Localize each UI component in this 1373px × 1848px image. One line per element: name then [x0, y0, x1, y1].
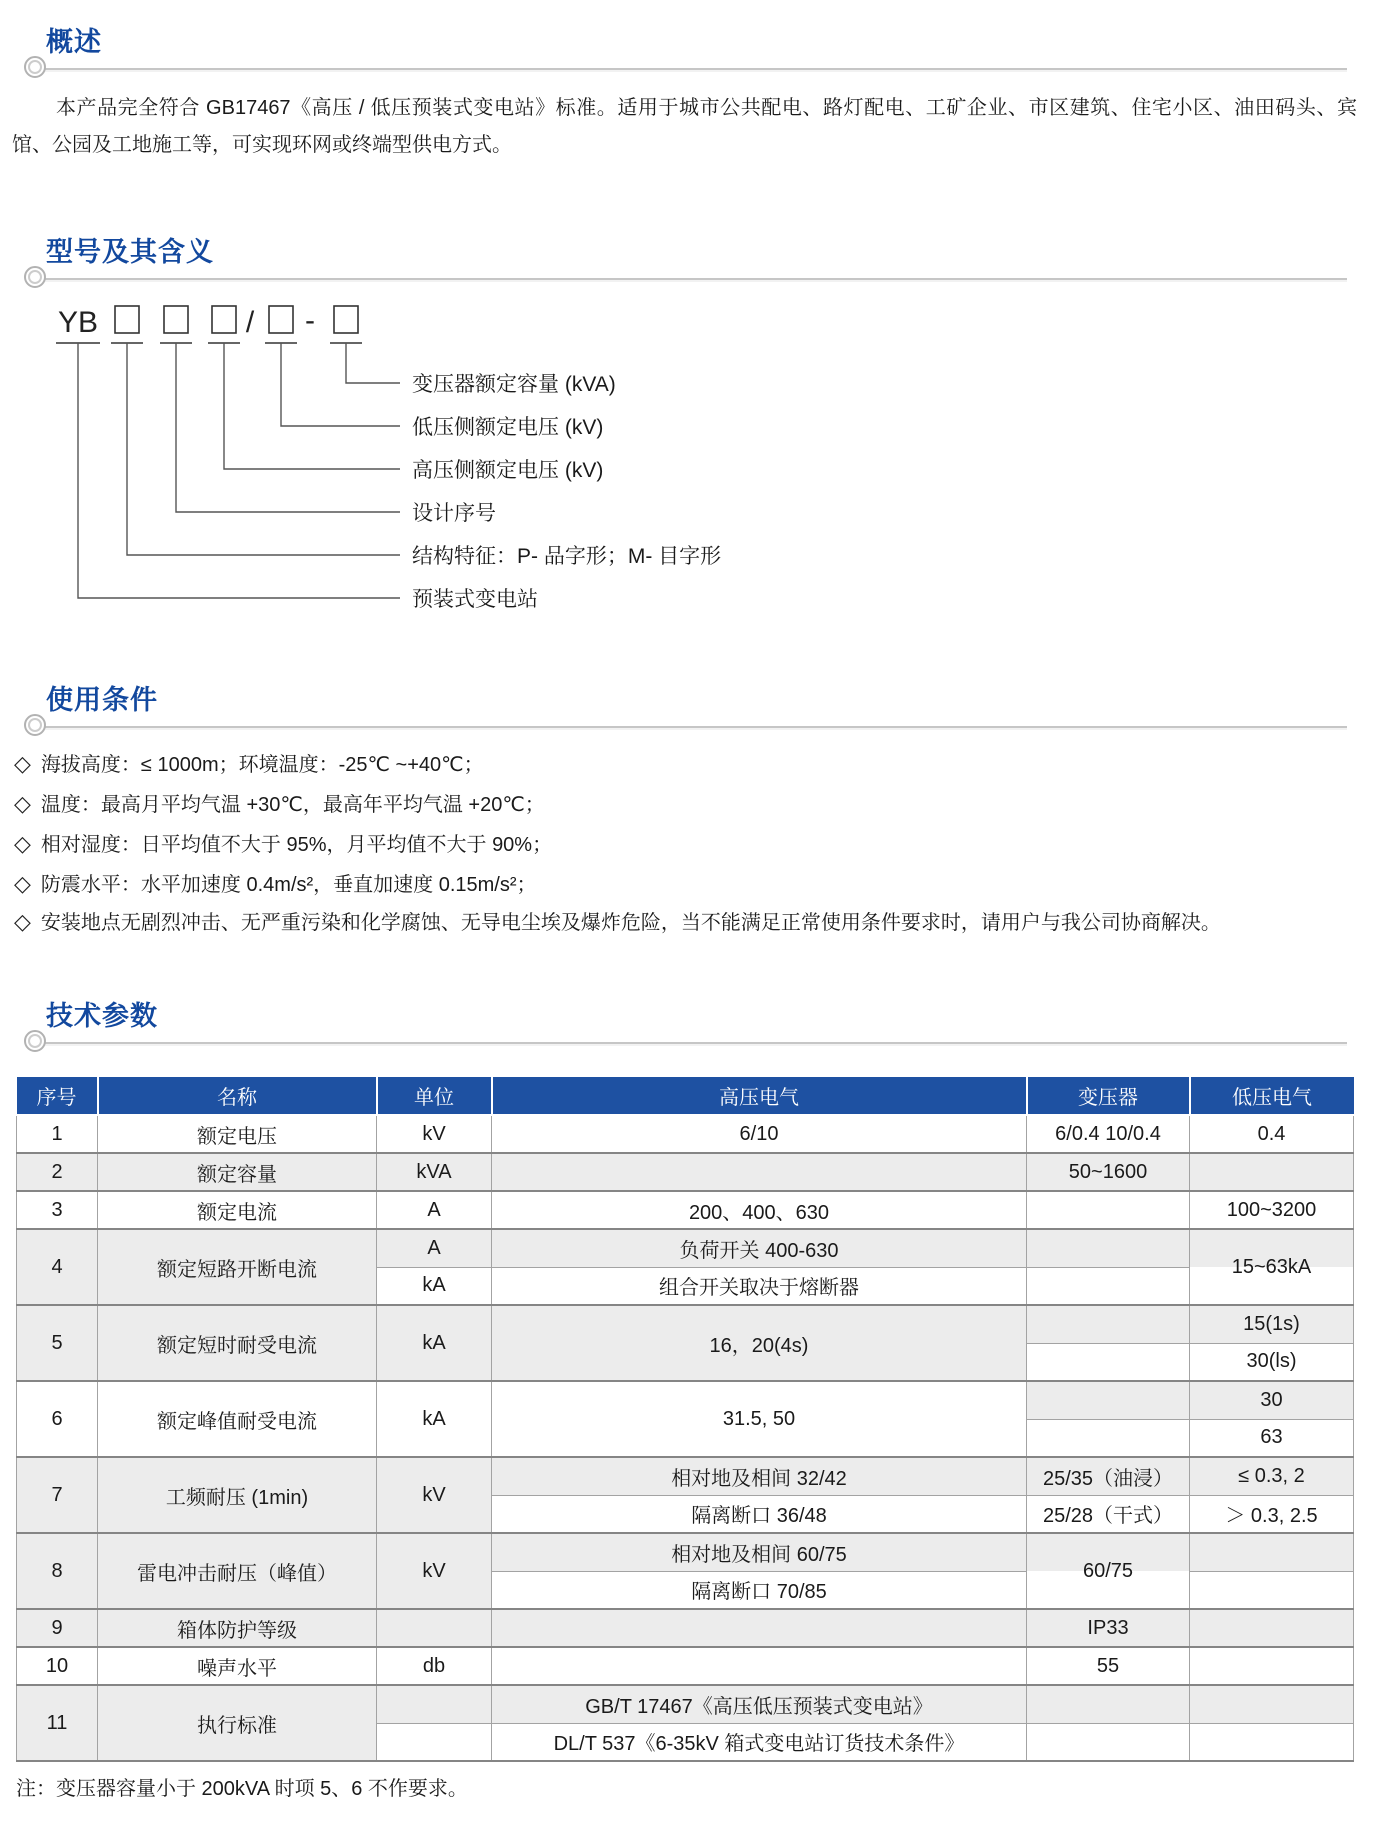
condition-text: 防震水平：水平加速度 0.4m/s²，垂直加速度 0.15m/s²；: [40, 874, 537, 896]
section-divider: [38, 726, 1347, 728]
cell-no: 3: [17, 1191, 98, 1229]
overview-paragraph: 本产品完全符合 GB17467《高压 / 低压预装式变电站》标准。适用于城市公共配电、路灯配电、工矿企业、市区建筑、住宅小区、油田码头、宾馆、公园及工地施工等，可实现环网或终端型供电方式。: [12, 97, 1357, 156]
model-code-diagram: [0, 295, 1373, 630]
cell-tf: 25/28（干式）: [1027, 1495, 1190, 1533]
table-row: [17, 1191, 1354, 1229]
cell-name: 额定短路开断电流: [98, 1229, 377, 1305]
cell-lv: 63: [1190, 1419, 1354, 1457]
model-code-box: [269, 306, 293, 333]
cell-name: 噪声水平: [98, 1647, 377, 1685]
table-row: [17, 1153, 1354, 1191]
cell-hv: 隔离断口 36/48: [492, 1495, 1027, 1533]
diamond-bullet-icon: ◇: [14, 791, 31, 816]
cell-tf: [1027, 1381, 1190, 1419]
model-label: 结构特征：P- 品字形；M- 目字形: [412, 545, 722, 568]
overview-section-title: 概述: [46, 27, 102, 57]
cell-name: 额定短时耐受电流: [98, 1305, 377, 1381]
cell-no: 7: [17, 1457, 98, 1533]
cell-unit: [377, 1609, 492, 1647]
cell-hv: 隔离断口 70/85: [492, 1571, 1027, 1609]
section-marker-icon: [24, 714, 46, 736]
cell-lv: [1190, 1723, 1354, 1761]
cell-no: 5: [17, 1305, 98, 1381]
cell-name: 额定电压: [98, 1115, 377, 1153]
cell-name: 工频耐压 (1min): [98, 1457, 377, 1533]
tech-parameters-table: [16, 1077, 1354, 1762]
cell-hv: 16，20(4s): [492, 1305, 1027, 1381]
condition-item: [14, 830, 1357, 859]
cell-tf: 60/75: [1027, 1533, 1190, 1609]
cell-unit: kV: [377, 1115, 492, 1153]
table-row: [17, 1115, 1354, 1153]
condition-item: [14, 870, 1357, 899]
table-row: [17, 1457, 1354, 1495]
cell-no: 1: [17, 1115, 98, 1153]
model-section-title: 型号及其含义: [46, 237, 214, 267]
col-header-hv: 高压电气: [492, 1077, 1027, 1115]
diamond-bullet-icon: ◇: [14, 831, 31, 856]
model-code-box: [164, 306, 188, 333]
cell-hv: DL/T 537《6-35kV 箱式变电站订货技术条件》: [492, 1723, 1027, 1761]
col-header-unit: 单位: [377, 1077, 492, 1115]
cell-lv: [1190, 1571, 1354, 1609]
cell-tf: [1027, 1191, 1190, 1229]
cell-lv: 30(ls): [1190, 1343, 1354, 1381]
cell-name: 执行标准: [98, 1685, 377, 1761]
section-divider: [38, 68, 1347, 70]
col-header-name: 名称: [98, 1077, 377, 1115]
model-label: 预装式变电站: [412, 588, 538, 611]
cell-tf: [1027, 1419, 1190, 1457]
cell-hv: 相对地及相间 32/42: [492, 1457, 1027, 1495]
cell-no: 10: [17, 1647, 98, 1685]
cell-name: 雷电冲击耐压（峰值）: [98, 1533, 377, 1609]
col-header-tf: 变压器: [1027, 1077, 1190, 1115]
cell-lv: [1190, 1647, 1354, 1685]
cell-tf: 6/0.4 10/0.4: [1027, 1115, 1190, 1153]
cell-tf: [1027, 1723, 1190, 1761]
cell-unit: kV: [377, 1533, 492, 1609]
table-row: [17, 1229, 1354, 1267]
section-divider: [38, 1042, 1347, 1044]
cell-no: 4: [17, 1229, 98, 1305]
cell-lv: [1190, 1685, 1354, 1723]
table-row: [17, 1647, 1354, 1685]
model-code-box: [212, 306, 236, 333]
section-marker-icon: [24, 56, 46, 78]
condition-text: 相对湿度：日平均值不大于 95%，月平均值不大于 90%；: [40, 834, 553, 856]
col-header-lv: 低压电气: [1190, 1077, 1354, 1115]
cell-lv: 15~63kA: [1190, 1229, 1354, 1305]
condition-item: [14, 790, 1357, 819]
condition-text: 海拔高度：≤ 1000m；环境温度：-25℃ ~+40℃；: [40, 754, 484, 776]
cell-unit: db: [377, 1647, 492, 1685]
cell-unit: kA: [377, 1305, 492, 1381]
cell-no: 2: [17, 1153, 98, 1191]
cell-lv: 30: [1190, 1381, 1354, 1419]
cell-hv: 负荷开关 400-630: [492, 1229, 1027, 1267]
cell-unit: A: [377, 1191, 492, 1229]
cell-unit: kA: [377, 1381, 492, 1457]
cell-hv: GB/T 17467《高压低压预装式变电站》: [492, 1685, 1027, 1723]
section-divider: [38, 278, 1347, 280]
diamond-bullet-icon: ◇: [14, 871, 31, 896]
cell-hv: 6/10: [492, 1115, 1027, 1153]
cell-tf: [1027, 1229, 1190, 1267]
condition-item: [14, 908, 1357, 937]
conditions-section-title: 使用条件: [46, 685, 158, 715]
cell-tf: IP33: [1027, 1609, 1190, 1647]
cell-hv: [492, 1647, 1027, 1685]
cell-tf: [1027, 1267, 1190, 1305]
model-label: 变压器额定容量 (kVA): [412, 373, 616, 396]
cell-lv: [1190, 1609, 1354, 1647]
model-label: 设计序号: [412, 502, 496, 525]
cell-hv: 组合开关取决于熔断器: [492, 1267, 1027, 1305]
model-label: 低压侧额定电压 (kV): [412, 416, 604, 439]
model-code-box: [115, 306, 139, 333]
cell-tf: [1027, 1685, 1190, 1723]
cell-lv: [1190, 1153, 1354, 1191]
cell-unit: kV: [377, 1457, 492, 1533]
cell-name: 额定峰值耐受电流: [98, 1381, 377, 1457]
cell-hv: 31.5, 50: [492, 1381, 1027, 1457]
cell-tf: [1027, 1343, 1190, 1381]
cell-unit: kA: [377, 1267, 492, 1305]
model-code-slash: /: [245, 306, 255, 339]
connector-line: [78, 343, 400, 598]
cell-name: 额定电流: [98, 1191, 377, 1229]
cell-unit: [377, 1723, 492, 1761]
condition-text: 温度：最高月平均气温 +30℃，最高年平均气温 +20℃；: [40, 794, 545, 816]
cell-tf: 50~1600: [1027, 1153, 1190, 1191]
cell-no: 6: [17, 1381, 98, 1457]
cell-no: 11: [17, 1685, 98, 1761]
model-code-box: [334, 306, 358, 333]
cell-name: 箱体防护等级: [98, 1609, 377, 1647]
cell-lv: 100~3200: [1190, 1191, 1354, 1229]
section-marker-icon: [24, 1030, 46, 1052]
cell-lv: 0.4: [1190, 1115, 1354, 1153]
condition-text: 安装地点无剧烈冲击、无严重污染和化学腐蚀、无导电尘埃及爆炸危险，当不能满足正常使用条件要求时，请用户与我公司协商解决。: [40, 912, 1221, 934]
tech-section-title: 技术参数: [46, 1001, 158, 1031]
condition-item: [14, 750, 1357, 779]
cell-lv: 15(1s): [1190, 1305, 1354, 1343]
model-code-dash: -: [305, 304, 315, 337]
model-label: 高压侧额定电压 (kV): [412, 459, 604, 482]
cell-lv: ＞ 0.3, 2.5: [1190, 1495, 1354, 1533]
cell-hv: 相对地及相间 60/75: [492, 1533, 1027, 1571]
diamond-bullet-icon: ◇: [14, 909, 31, 934]
cell-hv: [492, 1153, 1027, 1191]
cell-tf: 25/35（油浸）: [1027, 1457, 1190, 1495]
cell-lv: [1190, 1533, 1354, 1571]
col-header-no: 序号: [17, 1077, 98, 1115]
table-row: [17, 1685, 1354, 1723]
cell-unit: kVA: [377, 1153, 492, 1191]
table-header-row: [17, 1077, 1354, 1115]
cell-lv: ≤ 0.3, 2: [1190, 1457, 1354, 1495]
diamond-bullet-icon: ◇: [14, 751, 31, 776]
table-row: [17, 1381, 1354, 1419]
section-marker-icon: [24, 266, 46, 288]
table-row: [17, 1609, 1354, 1647]
cell-tf: [1027, 1305, 1190, 1343]
cell-no: 8: [17, 1533, 98, 1609]
cell-unit: [377, 1685, 492, 1723]
cell-hv: [492, 1609, 1027, 1647]
cell-name: 额定容量: [98, 1153, 377, 1191]
table-footnote: 注：变压器容量小于 200kVA 时项 5、6 不作要求。: [16, 1778, 468, 1800]
cell-no: 9: [17, 1609, 98, 1647]
cell-tf: 55: [1027, 1647, 1190, 1685]
model-code-prefix: YB: [57, 306, 99, 339]
table-row: [17, 1305, 1354, 1343]
cell-unit: A: [377, 1229, 492, 1267]
table-row: [17, 1533, 1354, 1571]
cell-hv: 200、400、630: [492, 1191, 1027, 1229]
